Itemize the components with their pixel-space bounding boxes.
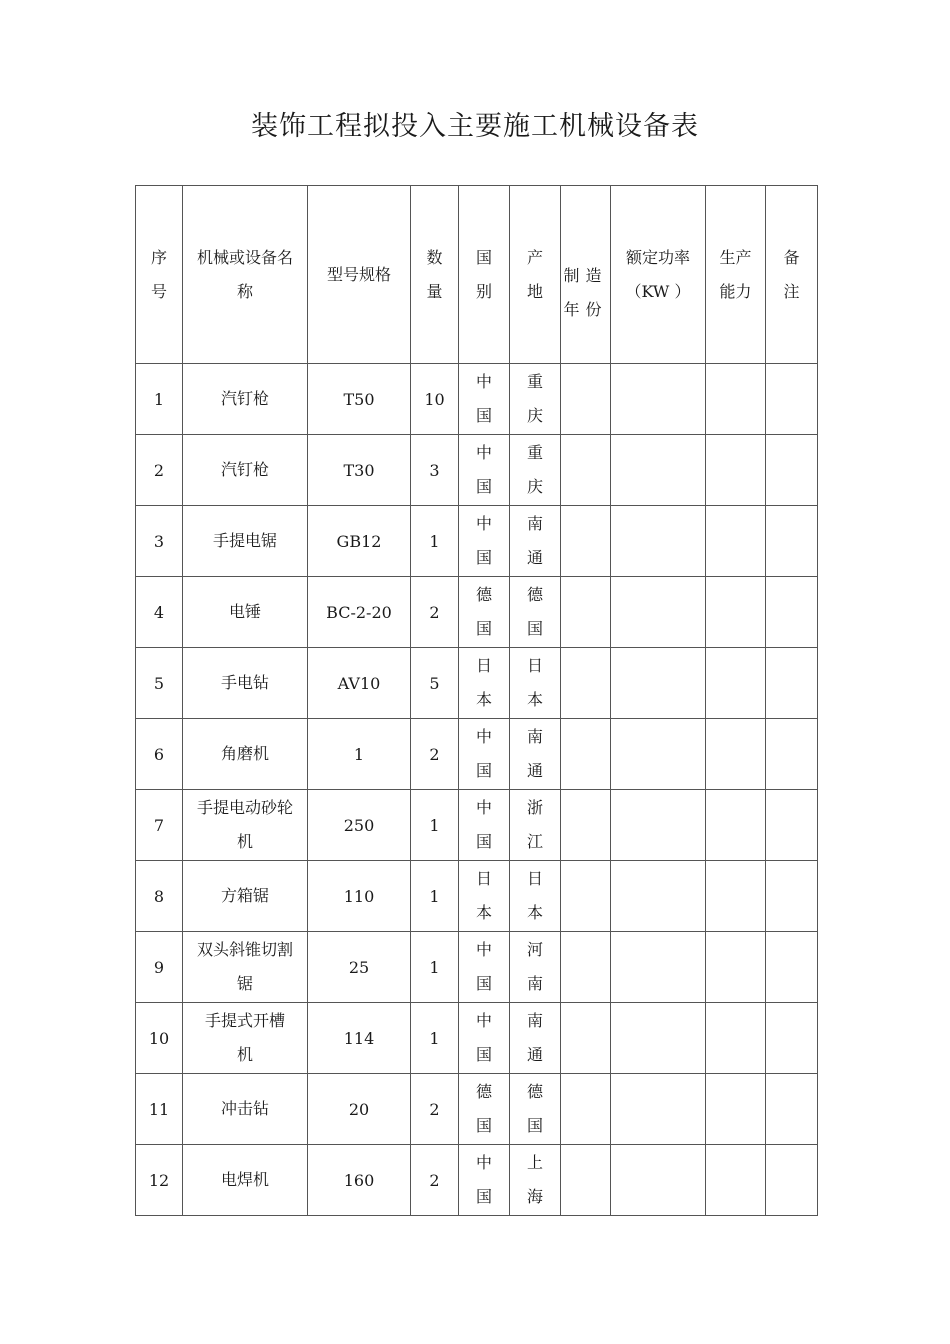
cell-capacity	[706, 1074, 766, 1145]
table-row	[136, 648, 818, 719]
table-row	[136, 1074, 818, 1145]
cell-year	[561, 648, 611, 719]
cell-qty: 1	[411, 861, 459, 932]
table-row	[136, 577, 818, 648]
cell-model: GB12	[308, 506, 411, 577]
header-remark: 备注	[766, 186, 818, 364]
cell-capacity	[706, 1003, 766, 1074]
cell-qty: 1	[411, 1003, 459, 1074]
cell-seq: 6	[136, 719, 183, 790]
cell-year	[561, 790, 611, 861]
table-row	[136, 435, 818, 506]
cell-remark	[766, 719, 818, 790]
cell-country: 中国	[459, 790, 510, 861]
cell-power	[611, 719, 706, 790]
cell-capacity	[706, 435, 766, 506]
table-row	[136, 790, 818, 861]
table-row	[136, 364, 818, 435]
header-capacity: 生产能力	[706, 186, 766, 364]
cell-qty: 2	[411, 1074, 459, 1145]
cell-model: AV10	[308, 648, 411, 719]
cell-power	[611, 364, 706, 435]
cell-name: 手提电锯	[183, 506, 308, 577]
cell-remark	[766, 435, 818, 506]
cell-power	[611, 506, 706, 577]
cell-remark	[766, 1003, 818, 1074]
cell-country: 中国	[459, 506, 510, 577]
cell-remark	[766, 648, 818, 719]
cell-year	[561, 364, 611, 435]
table-row	[136, 932, 818, 1003]
cell-origin: 南通	[510, 1003, 561, 1074]
cell-power	[611, 435, 706, 506]
cell-qty: 2	[411, 719, 459, 790]
cell-capacity	[706, 790, 766, 861]
cell-seq: 2	[136, 435, 183, 506]
header-seq: 序号	[136, 186, 183, 364]
cell-power	[611, 1074, 706, 1145]
table-row	[136, 861, 818, 932]
cell-country: 日本	[459, 861, 510, 932]
table-row	[136, 506, 818, 577]
cell-seq: 5	[136, 648, 183, 719]
table-row	[136, 1003, 818, 1074]
cell-origin: 浙江	[510, 790, 561, 861]
cell-power	[611, 1145, 706, 1216]
cell-power	[611, 861, 706, 932]
cell-model: 25	[308, 932, 411, 1003]
cell-year	[561, 1074, 611, 1145]
header-power: 额定功率（KW ）	[611, 186, 706, 364]
table-header-row	[136, 186, 818, 364]
cell-name: 方箱锯	[183, 861, 308, 932]
cell-country: 中国	[459, 1003, 510, 1074]
cell-remark	[766, 861, 818, 932]
cell-qty: 1	[411, 506, 459, 577]
cell-model: 1	[308, 719, 411, 790]
cell-name: 汽钉枪	[183, 364, 308, 435]
cell-year	[561, 435, 611, 506]
cell-country: 中国	[459, 932, 510, 1003]
cell-name: 角磨机	[183, 719, 308, 790]
cell-capacity	[706, 861, 766, 932]
cell-origin: 南通	[510, 719, 561, 790]
cell-name: 电锤	[183, 577, 308, 648]
cell-year	[561, 577, 611, 648]
cell-model: BC-2-20	[308, 577, 411, 648]
header-year: 制造年份	[561, 186, 611, 364]
cell-model: 114	[308, 1003, 411, 1074]
page-title: 装饰工程拟投入主要施工机械设备表	[251, 111, 699, 142]
cell-year	[561, 506, 611, 577]
cell-name: 双头斜锥切割锯	[183, 932, 308, 1003]
cell-origin: 南通	[510, 506, 561, 577]
cell-country: 中国	[459, 435, 510, 506]
cell-remark	[766, 577, 818, 648]
header-origin: 产地	[510, 186, 561, 364]
cell-remark	[766, 790, 818, 861]
cell-year	[561, 719, 611, 790]
table-row	[136, 719, 818, 790]
cell-qty: 1	[411, 790, 459, 861]
header-qty: 数量	[411, 186, 459, 364]
cell-remark	[766, 506, 818, 577]
table-row	[136, 1145, 818, 1216]
cell-seq: 8	[136, 861, 183, 932]
equipment-table	[135, 185, 818, 1216]
cell-seq: 12	[136, 1145, 183, 1216]
cell-origin: 日本	[510, 861, 561, 932]
cell-remark	[766, 364, 818, 435]
header-name: 机械或设备名称	[183, 186, 308, 364]
cell-model: 160	[308, 1145, 411, 1216]
cell-qty: 5	[411, 648, 459, 719]
cell-origin: 德国	[510, 1074, 561, 1145]
cell-power	[611, 648, 706, 719]
cell-country: 德国	[459, 577, 510, 648]
cell-capacity	[706, 719, 766, 790]
cell-capacity	[706, 648, 766, 719]
cell-model: 110	[308, 861, 411, 932]
cell-qty: 10	[411, 364, 459, 435]
cell-origin: 河南	[510, 932, 561, 1003]
cell-year	[561, 1145, 611, 1216]
cell-capacity	[706, 506, 766, 577]
cell-name: 汽钉枪	[183, 435, 308, 506]
cell-year	[561, 1003, 611, 1074]
cell-seq: 4	[136, 577, 183, 648]
cell-name: 手电钻	[183, 648, 308, 719]
cell-name: 冲击钻	[183, 1074, 308, 1145]
cell-seq: 1	[136, 364, 183, 435]
cell-remark	[766, 1074, 818, 1145]
cell-year	[561, 932, 611, 1003]
cell-power	[611, 1003, 706, 1074]
cell-name: 手提式开槽 机	[183, 1003, 308, 1074]
cell-name: 手提电动砂轮机	[183, 790, 308, 861]
cell-country: 中国	[459, 1145, 510, 1216]
cell-remark	[766, 1145, 818, 1216]
cell-seq: 9	[136, 932, 183, 1003]
header-country: 国别	[459, 186, 510, 364]
header-model: 型号规格	[308, 186, 411, 364]
cell-seq: 7	[136, 790, 183, 861]
cell-origin: 日本	[510, 648, 561, 719]
cell-capacity	[706, 577, 766, 648]
cell-country: 中国	[459, 719, 510, 790]
cell-model: 20	[308, 1074, 411, 1145]
cell-qty: 2	[411, 577, 459, 648]
cell-capacity	[706, 932, 766, 1003]
cell-seq: 3	[136, 506, 183, 577]
cell-seq: 10	[136, 1003, 183, 1074]
cell-model: T30	[308, 435, 411, 506]
cell-qty: 3	[411, 435, 459, 506]
cell-origin: 重庆	[510, 435, 561, 506]
cell-seq: 11	[136, 1074, 183, 1145]
cell-qty: 2	[411, 1145, 459, 1216]
cell-country: 日本	[459, 648, 510, 719]
cell-qty: 1	[411, 932, 459, 1003]
cell-capacity	[706, 364, 766, 435]
cell-origin: 重庆	[510, 364, 561, 435]
cell-model: T50	[308, 364, 411, 435]
cell-model: 250	[308, 790, 411, 861]
cell-power	[611, 577, 706, 648]
cell-origin: 德国	[510, 577, 561, 648]
cell-country: 中国	[459, 364, 510, 435]
cell-remark	[766, 932, 818, 1003]
cell-power	[611, 932, 706, 1003]
cell-power	[611, 790, 706, 861]
cell-year	[561, 861, 611, 932]
cell-country: 德国	[459, 1074, 510, 1145]
cell-origin: 上海	[510, 1145, 561, 1216]
cell-name: 电焊机	[183, 1145, 308, 1216]
cell-capacity	[706, 1145, 766, 1216]
